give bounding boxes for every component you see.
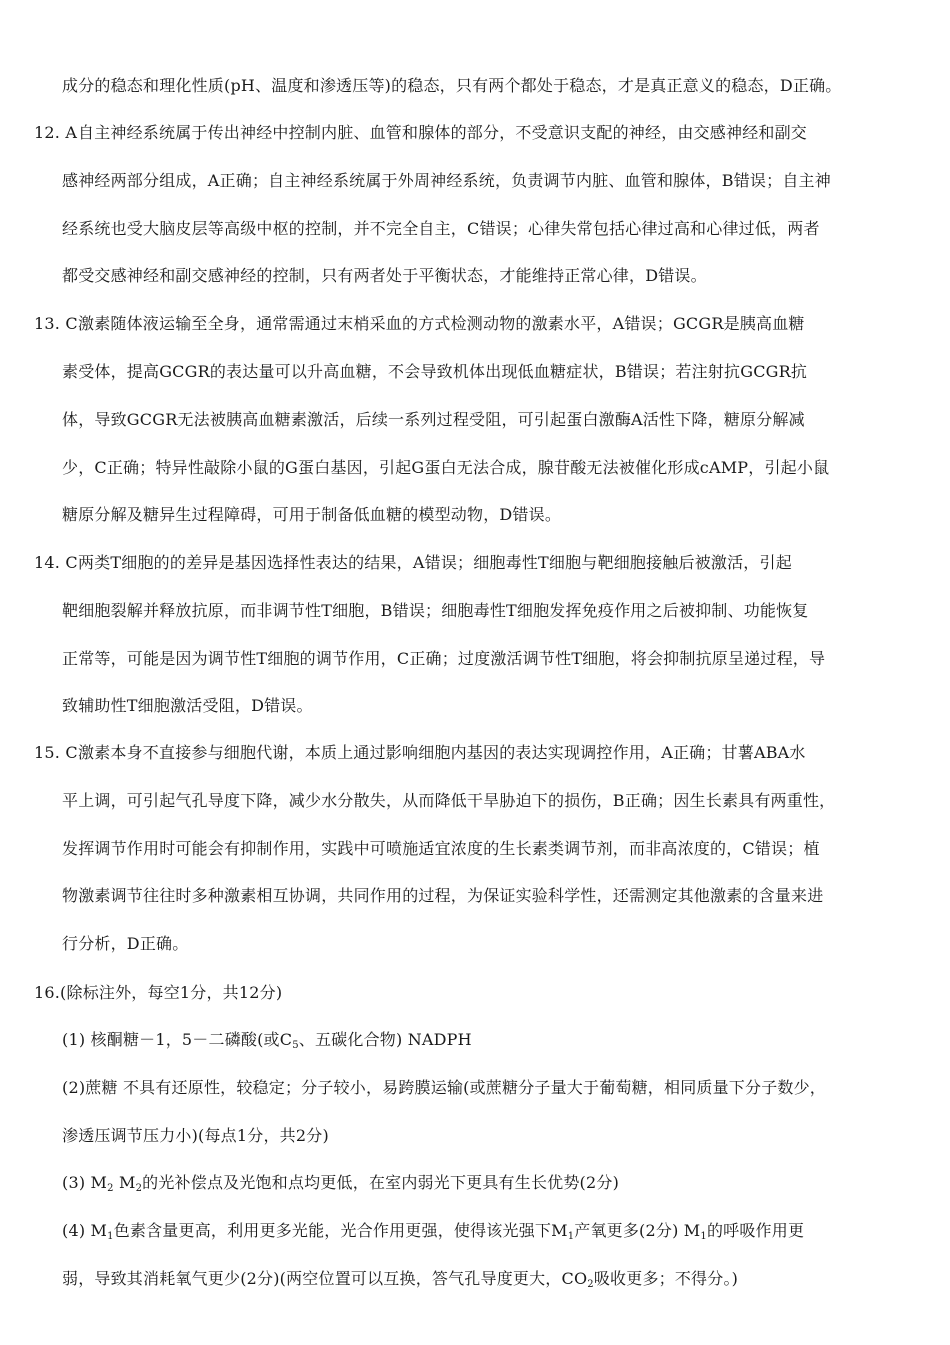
- q13-line-1: [34, 314, 805, 334]
- q12-line-2: 感神经两部分组成，A正确；自主神经系统属于外周神经系统，负责调节内脏、血管和腺体，B错误；自主神: [62, 171, 831, 190]
- q16-part4-text-d: 的呼吸作用更: [706, 1221, 805, 1240]
- q16-part3-text-c: 的光补偿点及光饱和点均更低，在室内弱光下更具有生长优势(2分): [142, 1173, 620, 1192]
- q14-line-4: 致辅助性T细胞激活受阻，D错误。: [62, 696, 313, 715]
- q12-line-3: 经系统也受大脑皮层等高级中枢的控制，并不完全自主，C错误；心律失常包括心律过高和心律过低，两者: [62, 219, 820, 238]
- q16-part4-text-b: 色素含量更高，利用更多光能，光合作用更强，使得该光强下M: [113, 1221, 568, 1240]
- q16-part4-text-e: 弱，导致其消耗氧气更少(2分)(两空位置可以互换，答气孔导度更大，CO: [62, 1269, 588, 1288]
- q16-header: 16.(除标注外，每空1分，共12分): [34, 983, 283, 1002]
- q13-line-4: 少，C正确；特异性敲除小鼠的G蛋白基因，引起G蛋白无法合成，腺苷酸无法被催化形成cAMP，引起小鼠: [62, 458, 830, 477]
- q15-text-1: 激素本身不直接参与细胞代谢，本质上通过影响细胞内基因的表达实现调控作用，A正确；甘薯ABA水: [78, 743, 806, 762]
- q16-part4-line-2: [62, 1269, 738, 1289]
- q12-line-1: [34, 123, 807, 143]
- q16-part1: [62, 1030, 472, 1050]
- q13-number: 13. C: [34, 314, 78, 333]
- q13-text-1: 激素随体液运输至全身，通常需通过末梢采血的方式检测动物的激素水平，A错误；GCGR是胰高血糖: [78, 314, 805, 333]
- q16-part1-sub: 5: [292, 1040, 299, 1051]
- q15-line-2: 平上调，可引起气孔导度下降，减少水分散失，从而降低干旱胁迫下的损伤，B正确；因生长素具有两重性，: [62, 791, 836, 810]
- q16-part4-line-1: [62, 1221, 804, 1241]
- q14-text-1: 两类T细胞的的差异是基因选择性表达的结果，A错误；细胞毒性T细胞与靶细胞接触后被激活，引起: [78, 553, 792, 572]
- q14-line-2: 靶细胞裂解并释放抗原，而非调节性T细胞，B错误；细胞毒性T细胞发挥免疫作用之后被抑制、功能恢复: [62, 601, 809, 620]
- q14-line-1: [34, 553, 792, 573]
- q12-number: 12. A: [34, 123, 78, 142]
- q16-part4-sub-2: 1: [567, 1231, 575, 1242]
- q15-line-3: 发挥调节作用时可能会有抑制作用，实践中可喷施适宜浓度的生长素类调节剂，而非高浓度的，C错误；植: [62, 839, 820, 858]
- q16-part3-text-a: (3) M: [62, 1173, 108, 1192]
- q16-part1-text-b: 、五碳化合物) NADPH: [298, 1030, 472, 1049]
- q16-part1-text-a: (1) 核酮糖－1，5－二磷酸(或C: [62, 1030, 293, 1049]
- q16-part4-sub-3: 1: [700, 1231, 707, 1242]
- q16-part4-sub-4: 2: [587, 1279, 594, 1290]
- q16-part2-line-2: 渗透压调节压力小)(每点1分，共2分): [62, 1126, 329, 1145]
- q16-part4-text-c: 产氧更多(2分) M: [574, 1221, 701, 1240]
- q16-part3-text-b: M: [113, 1173, 136, 1192]
- q16-part3-sub-2: 2: [135, 1183, 143, 1194]
- q12-line-4: 都受交感神经和副交感神经的控制，只有两者处于平衡状态，才能维持正常心律，D错误。: [62, 266, 707, 285]
- q16-part3-sub-1: 2: [107, 1183, 114, 1194]
- q15-line-5: 行分析，D正确。: [62, 934, 189, 953]
- q16-part3: [62, 1173, 619, 1193]
- q14-line-3: 正常等，可能是因为调节性T细胞的调节作用，C正确；过度激活调节性T细胞，将会抑制抗原呈递过程，导: [62, 649, 826, 668]
- q13-line-3: 体，导致GCGR无法被胰高血糖素激活，后续一系列过程受阻，可引起蛋白激酶A活性下降，糖原分解减: [62, 410, 805, 429]
- q12-text-1: 自主神经系统属于传出神经中控制内脏、血管和腺体的部分，不受意识支配的神经，由交感神经和副交: [78, 123, 808, 142]
- q15-number: 15. C: [34, 743, 78, 762]
- q16-part4-text-f: 吸收更多；不得分。): [593, 1269, 739, 1288]
- q16-part4-text-a: (4) M: [62, 1221, 108, 1240]
- q16-part4-sub-1: 1: [107, 1231, 114, 1242]
- q11-continuation-line: 成分的稳态和理化性质(pH、温度和渗透压等)的稳态，只有两个都处于稳态，才是真正意义的稳态，D正确。: [62, 76, 842, 95]
- q15-line-4: 物激素调节往往时多种激素相互协调，共同作用的过程，为保证实验科学性，还需测定其他激素的含量来进: [62, 886, 824, 905]
- q13-line-5: 糖原分解及糖异生过程障碍，可用于制备低血糖的模型动物，D错误。: [62, 505, 562, 524]
- q13-line-2: 素受体，提高GCGR的表达量可以升高血糖，不会导致机体出现低血糖症状，B错误；若注射抗GCGR抗: [62, 362, 808, 381]
- q16-part2-line-1: (2)蔗糖 不具有还原性，较稳定；分子较小，易跨膜运输(或蔗糖分子量大于葡萄糖，相同质量下分子数少，: [62, 1078, 826, 1097]
- q15-line-1: [34, 743, 806, 763]
- q14-number: 14. C: [34, 553, 78, 572]
